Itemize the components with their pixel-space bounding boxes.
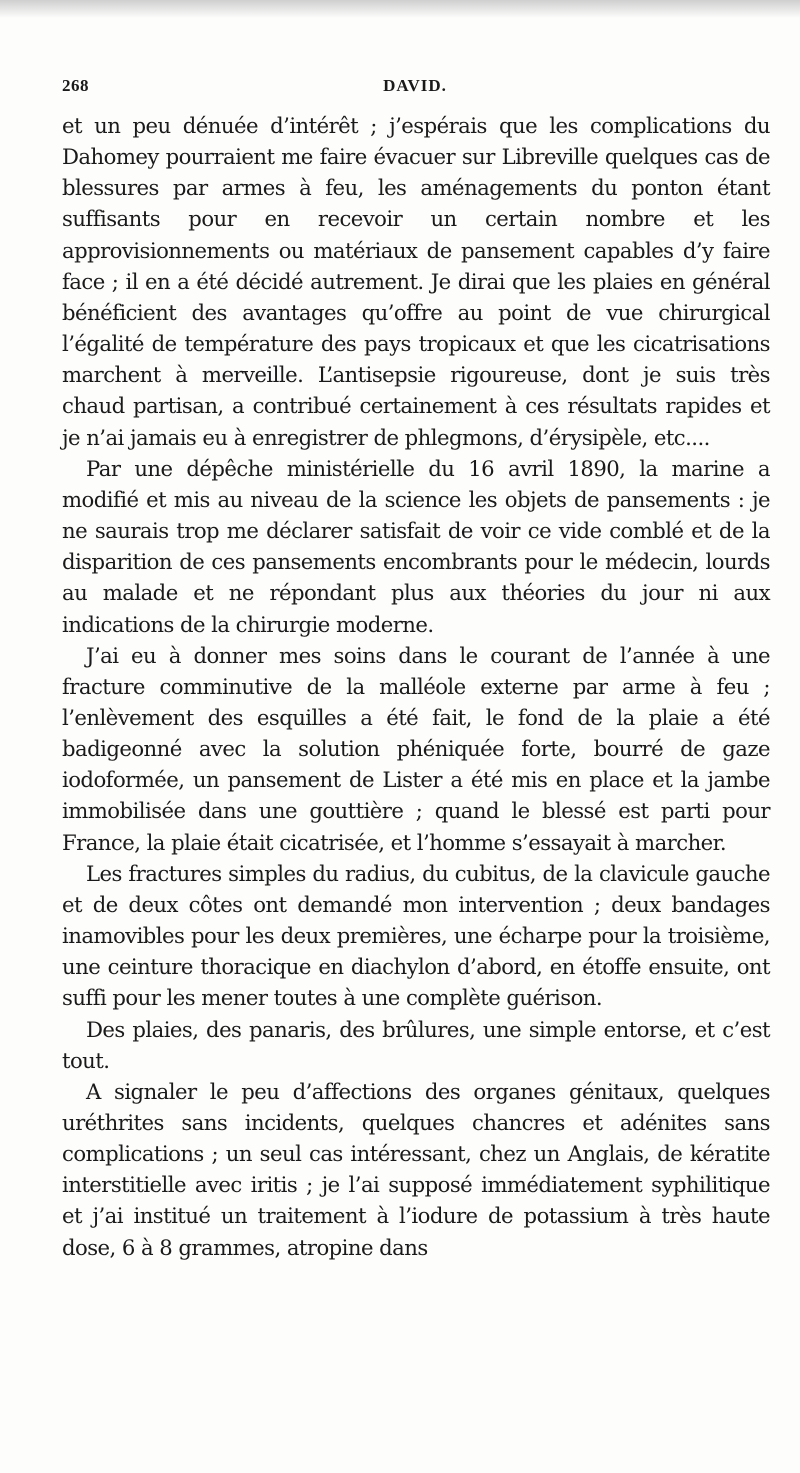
paragraph: J’ai eu à donner mes soins dans le courant de l’année à une fracture comminutive de la malléole externe par arme à feu ; l’enlèvement des esquilles a été fait, le fond de la plaie a été badigeonné avec la solution phéniquée forte, bourré de gaze iodoformée, un pansement de Lister a été mis en place et la jambe immobilisée dans une gouttière ; quand le blessé est parti pour France, la plaie était cicatrisée, et l’homme s’essayait à marcher. bbox=[62, 642, 770, 855]
running-head: DAVID. bbox=[383, 76, 447, 95]
page-header bbox=[62, 76, 768, 106]
paragraph: A signaler le peu d’affections des organes génitaux, quelques uréthrites sans incidents, quelques chancres et adénites sans complications ; un seul cas intéressant, chez un Anglais, de kératite interstitielle avec iritis ; je l’ai supposé immédiatement syphilitique et j’ai institué un traitement à l’iodure de potassium à très haute dose, 6 à 8 grammes, atropine dans bbox=[62, 1078, 770, 1260]
body-text bbox=[62, 110, 770, 1263]
paragraph: Par une dépêche ministérielle du 16 avril 1890, la marine a modifié et mis au niveau de la science les objets de pansements : je ne saurais trop me déclarer satisfait de voir ce vide comblé et de la disparition de ces pansements encombrants pour le médecin, lourds au malade et ne répondant plus aux théories du jour ni aux indications de la chirurgie moderne. bbox=[62, 455, 770, 637]
scan-shadow bbox=[0, 0, 800, 18]
paragraph: Des plaies, des panaris, des brûlures, une simple entorse, et c’est tout. bbox=[62, 1016, 770, 1073]
paragraph: et un peu dénuée d’intérêt ; j’espérais que les complications du Dahomey pourraient me faire évacuer sur Libreville quelques cas de blessures par armes à feu, les aménagements du ponton étant suffisants pour en recevoir un certain nombre et les approvisionnements ou matériaux de pansement capables d’y faire face ; il en a été décidé autrement. Je dirai que les plaies en général bénéficient des avantages qu’offre au point de vue chirurgical l’égalité de température des pays tropicaux et que les cicatrisations marchent à merveille. L’antisepsie rigoureuse, dont je suis très chaud partisan, a contribué certainement à ces résultats rapides et je n’ai jamais eu à enregistrer de phlegmons, d’érysipèle, etc.... bbox=[62, 113, 770, 450]
page-number: 268 bbox=[62, 76, 89, 95]
paragraph: Les fractures simples du radius, du cubitus, de la clavicule gauche et de deux côtes ont demandé mon intervention ; deux bandages inamovibles pour les deux premières, une écharpe pour la troisième, une ceinture thoracique en diachylon d’abord, en étoffe ensuite, ont suffi pour les mener toutes à une complète guérison. bbox=[62, 860, 770, 1011]
